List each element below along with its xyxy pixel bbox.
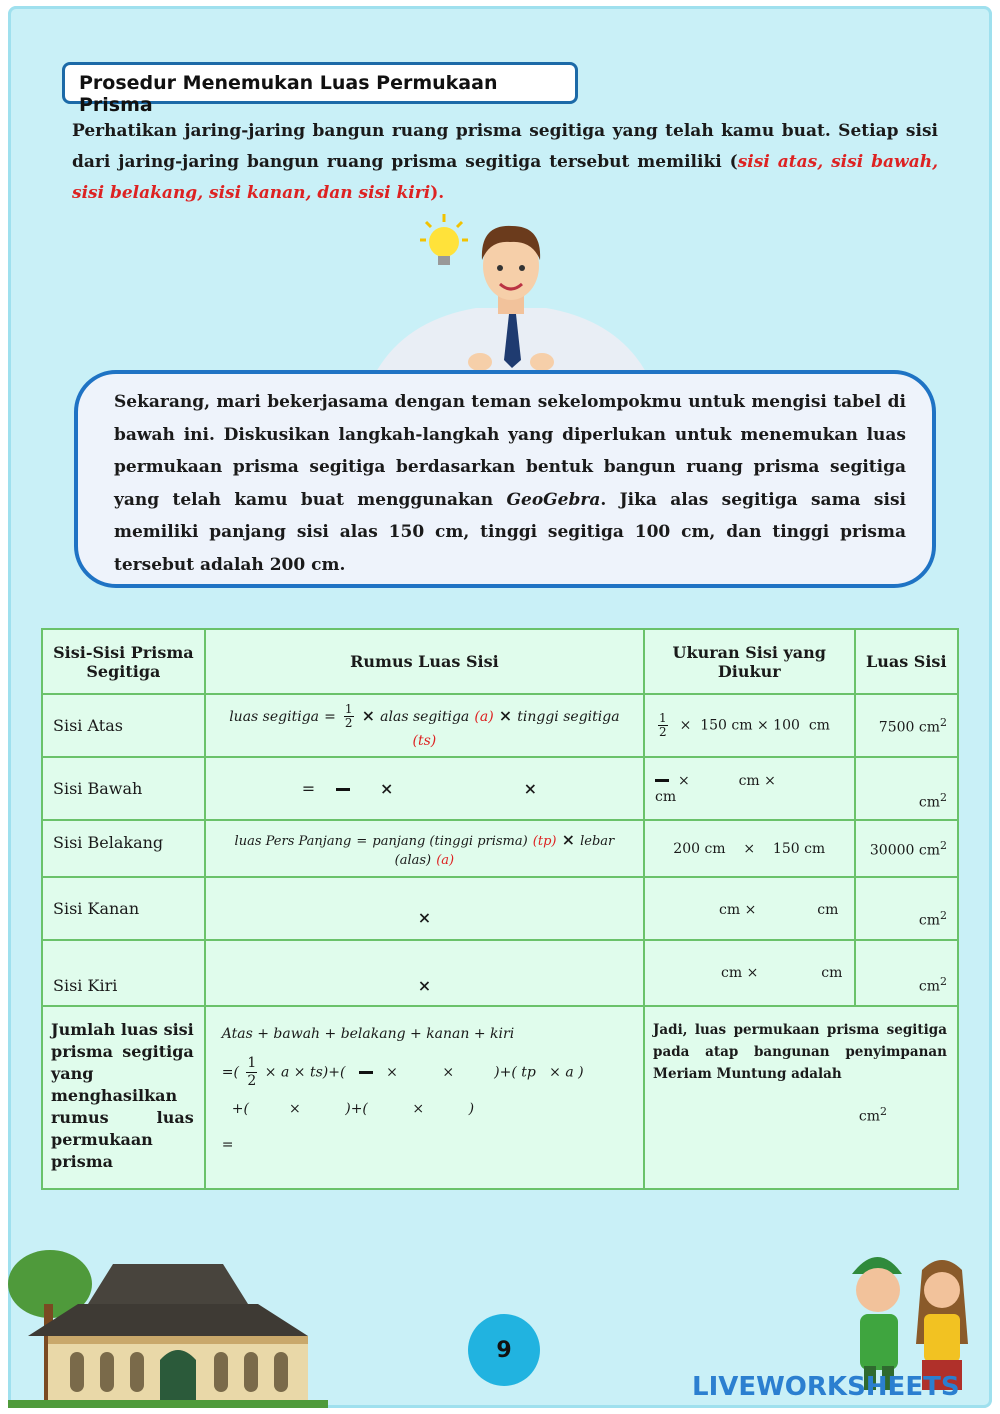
fraction-num: 1 bbox=[344, 701, 353, 716]
times-sign: × bbox=[380, 779, 394, 798]
row-label: Sisi Kiri bbox=[42, 940, 205, 1006]
row-label: Sisi Atas bbox=[42, 694, 205, 757]
total-label: Jumlah luas sisi prisma segitiga yang menghasilkan rumus luas permukaan prisma bbox=[42, 1006, 205, 1189]
times-sign: × bbox=[361, 705, 376, 725]
measure-value: 100 bbox=[773, 717, 800, 734]
times-sign: × bbox=[679, 717, 692, 734]
row-label: Sisi Bawah bbox=[42, 757, 205, 820]
formula-text: panjang (tinggi prisma) bbox=[372, 833, 528, 849]
brand-logo: LIVEWORKSHEETS bbox=[692, 1372, 960, 1402]
area-exponent: 2 bbox=[940, 909, 947, 923]
header-formula: Rumus Luas Sisi bbox=[205, 629, 644, 694]
formula-text: tinggi segitiga bbox=[517, 708, 620, 725]
table-row bbox=[42, 940, 958, 1006]
times-sign: × bbox=[417, 976, 432, 995]
times-sign: × bbox=[746, 965, 759, 981]
area-unit: cm bbox=[918, 913, 940, 929]
area-cell[interactable] bbox=[855, 877, 959, 940]
formula-eq: = bbox=[301, 779, 316, 798]
fraction-bar-icon bbox=[336, 788, 350, 791]
area-exponent: 2 bbox=[880, 1105, 887, 1118]
formula-var: (a) bbox=[474, 708, 494, 725]
measure-cell[interactable] bbox=[644, 940, 854, 1006]
times-sign: × bbox=[764, 772, 776, 789]
area-unit: cm bbox=[918, 795, 940, 811]
measure-value: 150 bbox=[700, 717, 727, 734]
fraction-num: 1 bbox=[659, 711, 667, 725]
area-value: 30000 bbox=[869, 842, 915, 859]
times-sign: × bbox=[417, 908, 432, 927]
area-unit: cm bbox=[858, 1108, 880, 1125]
measure-cell bbox=[644, 694, 854, 757]
times-sign: × bbox=[756, 717, 769, 734]
area-value: 7500 bbox=[878, 719, 915, 736]
formula-text: lebar (alas) bbox=[394, 833, 615, 868]
area-cell bbox=[855, 820, 959, 877]
formula-text: × a × ts)+( bbox=[264, 1064, 346, 1081]
measure-unit: cm bbox=[655, 788, 677, 805]
area-exponent: 2 bbox=[940, 838, 947, 852]
page-title: Prosedur Menemukan Luas Permukaan Prisma bbox=[62, 62, 578, 104]
formula-cell[interactable] bbox=[205, 757, 644, 820]
total-formula-cell[interactable] bbox=[205, 1006, 644, 1189]
total-line-2 bbox=[222, 1055, 633, 1090]
formula-var: (ts) bbox=[412, 732, 437, 749]
times-sign: × bbox=[744, 902, 757, 918]
times-sign: × bbox=[561, 829, 575, 849]
paren: =( bbox=[221, 1064, 239, 1081]
formula-var: (a) bbox=[436, 852, 455, 868]
surface-area-table bbox=[41, 628, 959, 1190]
measure-unit: cm bbox=[721, 965, 743, 981]
area-exponent: 2 bbox=[940, 791, 947, 805]
times-sign: × bbox=[523, 779, 538, 798]
measure-cell: 200 cm × 150 cm bbox=[644, 820, 854, 877]
area-cell[interactable] bbox=[855, 757, 959, 820]
fraction-bar-icon bbox=[655, 779, 669, 782]
measure-cell[interactable] bbox=[644, 877, 854, 940]
bubble-text-a: Sekarang, mari bekerjasama dengan teman sekelompokmu untuk mengisi tabel di bawah ini. Diskusikan langkah-langkah yang diperlukan untuk menemukan luas permukaan prisma segitiga berdasarkan bentuk bangun ruang prisma segitiga yang telah kamu buat menggunakan bbox=[114, 392, 906, 510]
formula-var: (tp) bbox=[532, 833, 557, 849]
intro-paragraph bbox=[72, 116, 938, 209]
formula-text: luas segitiga bbox=[229, 708, 319, 725]
bubble-app: GeoGebra bbox=[506, 489, 601, 510]
teacher-illustration bbox=[376, 210, 646, 372]
formula-cell bbox=[205, 694, 644, 757]
bubble-text-b: . Jika alas segitiga sama sisi memiliki panjang sisi alas 150 cm, tinggi segitiga 100 cm, dan tinggi prisma tersebut adalah 200 cm. bbox=[114, 489, 906, 575]
fraction-den: 2 bbox=[247, 1073, 257, 1089]
lightbulb-icon bbox=[420, 214, 468, 265]
area-unit: cm bbox=[918, 719, 940, 736]
measure-unit: cm bbox=[808, 717, 830, 734]
header-sides: Sisi-Sisi Prisma Segitiga bbox=[42, 629, 205, 694]
total-line-3: +( × )+( × ) bbox=[231, 1101, 475, 1117]
measure-unit: cm bbox=[738, 772, 760, 789]
fraction bbox=[658, 712, 668, 739]
row-label: Sisi Belakang bbox=[42, 820, 205, 877]
table-total-row bbox=[42, 1006, 958, 1189]
area-unit: cm bbox=[918, 979, 940, 995]
area-cell[interactable] bbox=[855, 940, 959, 1006]
formula-text: luas Pers Panjang bbox=[234, 833, 352, 849]
times-sign: × bbox=[498, 705, 513, 725]
header-area: Luas Sisi bbox=[855, 629, 959, 694]
area-cell bbox=[855, 694, 959, 757]
fraction-num: 1 bbox=[247, 1055, 257, 1071]
header-measure: Ukuran Sisi yang Diukur bbox=[644, 629, 854, 694]
area-unit: cm bbox=[918, 842, 940, 859]
area-exponent: 2 bbox=[940, 975, 947, 989]
measure-unit: cm bbox=[821, 965, 843, 981]
fraction bbox=[246, 1055, 257, 1090]
mosque-illustration bbox=[8, 1244, 328, 1408]
table-row bbox=[42, 877, 958, 940]
table-row bbox=[42, 757, 958, 820]
total-line-1: Atas + bawah + belakang + kanan + kiri bbox=[221, 1026, 515, 1042]
fraction-den: 2 bbox=[659, 725, 667, 739]
formula-text: alas segitiga bbox=[380, 708, 470, 725]
measure-cell[interactable] bbox=[644, 757, 854, 820]
instruction-bubble bbox=[74, 370, 936, 588]
table-header-row bbox=[42, 629, 958, 694]
formula-eq: = bbox=[324, 708, 336, 725]
measure-unit: cm bbox=[731, 717, 753, 734]
conclusion-answer[interactable] bbox=[653, 1105, 947, 1125]
fraction bbox=[344, 703, 354, 730]
fraction-bar-icon bbox=[359, 1071, 373, 1074]
times-sign: × bbox=[677, 772, 690, 789]
conclusion-text: Jadi, luas permukaan prisma segitiga pada atap bangunan penyimpanan Meriam Muntung adalah bbox=[653, 1022, 947, 1082]
total-line-4: = bbox=[221, 1137, 234, 1153]
page-number: 9 bbox=[468, 1314, 540, 1386]
row-label: Sisi Kanan bbox=[42, 877, 205, 940]
intro-highlight: sisi atas, sisi bawah, sisi belakang, sisi kanan, dan sisi kiri bbox=[72, 152, 938, 203]
intro-text: Perhatikan jaring-jaring bangun ruang prisma segitiga yang telah kamu buat. Setiap sisi dari jaring-jaring bangun ruang prisma segitiga tersebut memiliki ( bbox=[72, 121, 938, 172]
measure-unit: cm bbox=[817, 902, 839, 918]
measure-unit: cm bbox=[719, 902, 741, 918]
fraction-den: 2 bbox=[344, 715, 353, 730]
formula-cell[interactable] bbox=[205, 940, 644, 1006]
formula-cell[interactable] bbox=[205, 877, 644, 940]
formula-eq: = bbox=[356, 833, 368, 849]
conclusion-cell bbox=[644, 1006, 958, 1189]
table-row bbox=[42, 694, 958, 757]
formula-cell bbox=[205, 820, 644, 877]
table-row bbox=[42, 820, 958, 877]
intro-end: ). bbox=[430, 183, 445, 203]
formula-text: × × )+( tp × a ) bbox=[386, 1064, 584, 1081]
area-exponent: 2 bbox=[940, 715, 947, 729]
